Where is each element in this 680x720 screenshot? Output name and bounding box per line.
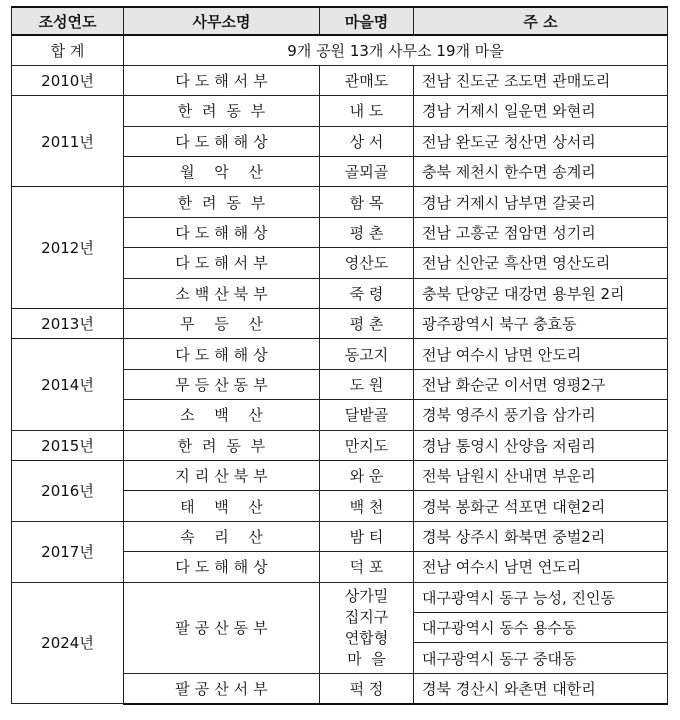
- office-cell: 태 백 산: [124, 491, 320, 521]
- address-cell: 충북 단양군 대강면 용부원 2리: [414, 278, 668, 308]
- header-year: 조성연도: [12, 7, 124, 35]
- address-cell: 전남 고흥군 점암면 성기리: [414, 217, 668, 247]
- office-cell: 다 도 해 해 상: [124, 552, 320, 582]
- table-row: [12, 65, 668, 95]
- table-row: [12, 187, 668, 217]
- total-label: 합 계: [12, 35, 124, 65]
- village-cell: 골뫼골: [320, 157, 414, 187]
- village-cell: 퍽 정: [320, 673, 414, 703]
- village-cell: 백 천: [320, 491, 414, 521]
- year-cell: 2016년: [12, 460, 124, 521]
- village-line: 집지구: [344, 607, 389, 626]
- office-cell: 다 도 해 서 부: [124, 65, 320, 95]
- village-cell: 덕 포: [320, 552, 414, 582]
- office-cell: 지 리 산 북 부: [124, 460, 320, 490]
- header-address: 주 소: [414, 7, 668, 35]
- address-cell: 대구광역시 동수 용수동: [414, 612, 668, 642]
- office-cell: 소 백 산: [124, 400, 320, 430]
- office-cell: 팔 공 산 동 부: [124, 582, 320, 673]
- address-cell: 경남 거제시 일운면 와현리: [414, 96, 668, 126]
- header-office: 사무소명: [124, 7, 320, 35]
- village-table: [11, 6, 668, 705]
- office-cell: 월 악 산: [124, 157, 320, 187]
- table-row: [12, 309, 668, 339]
- office-cell: 다 도 해 해 상: [124, 217, 320, 247]
- total-summary: 9개 공원 13개 사무소 19개 마을: [124, 35, 668, 65]
- office-cell: 무 등 산 동 부: [124, 369, 320, 399]
- year-cell: 2011년: [12, 96, 124, 187]
- header-village: 마을명: [320, 7, 414, 35]
- year-cell: 2015년: [12, 430, 124, 460]
- office-cell: 한 려 동 부: [124, 187, 320, 217]
- village-cell: 영산도: [320, 248, 414, 278]
- address-cell: 전남 여수시 남면 안도리: [414, 339, 668, 369]
- village-cell: 평 촌: [320, 217, 414, 247]
- village-cell: 내 도: [320, 96, 414, 126]
- village-cell: 함 목: [320, 187, 414, 217]
- year-cell: 2017년: [12, 521, 124, 582]
- village-cell: 관매도: [320, 65, 414, 95]
- village-line: 연합형: [344, 628, 389, 647]
- address-cell: 경북 경산시 와촌면 대한리: [414, 673, 668, 703]
- village-cell: 상 서: [320, 126, 414, 156]
- year-cell: 2013년: [12, 309, 124, 339]
- table-row: [12, 339, 668, 369]
- office-cell: 속 리 산: [124, 521, 320, 551]
- village-cell: 죽 령: [320, 278, 414, 308]
- address-cell: 전남 신안군 흑산면 영산도리: [414, 248, 668, 278]
- village-line: 마 을: [347, 649, 386, 668]
- village-line: 상가밀: [344, 586, 389, 605]
- office-cell: 다 도 해 해 상: [124, 126, 320, 156]
- village-cell-multiline: [320, 582, 414, 673]
- table-wrapper: [11, 6, 668, 705]
- office-cell: 다 도 해 해 상: [124, 339, 320, 369]
- village-cell: 달밭골: [320, 400, 414, 430]
- address-cell: 경남 통영시 산양읍 저림리: [414, 430, 668, 460]
- year-cell: 2010년: [12, 65, 124, 95]
- table-row: [12, 430, 668, 460]
- village-cell: 동고지: [320, 339, 414, 369]
- office-cell: 다 도 해 서 부: [124, 248, 320, 278]
- address-cell: 대구광역시 동구 능성, 진인동: [414, 582, 668, 612]
- year-cell: 2012년: [12, 187, 124, 309]
- village-cell: 만지도: [320, 430, 414, 460]
- office-cell: 무 등 산: [124, 309, 320, 339]
- village-cell: 와 운: [320, 460, 414, 490]
- table-row: [12, 521, 668, 551]
- address-cell: 경북 영주시 풍기읍 삼가리: [414, 400, 668, 430]
- village-cell: 평 촌: [320, 309, 414, 339]
- office-cell: 소 백 산 북 부: [124, 278, 320, 308]
- header-row: [12, 7, 668, 35]
- address-cell: 경남 거제시 남부면 갈곶리: [414, 187, 668, 217]
- address-cell: 경북 상주시 화북면 중벌2리: [414, 521, 668, 551]
- village-cell: 밤 티: [320, 521, 414, 551]
- office-cell: 한 려 동 부: [124, 430, 320, 460]
- address-cell: 충북 제천시 한수면 송계리: [414, 157, 668, 187]
- address-cell: 전남 진도군 조도면 관매도리: [414, 65, 668, 95]
- address-cell: 전남 화순군 이서면 영평2구: [414, 369, 668, 399]
- office-cell: 팔 공 산 서 부: [124, 673, 320, 703]
- year-cell: 2014년: [12, 339, 124, 430]
- address-cell: 광주광역시 북구 충효동: [414, 309, 668, 339]
- table-row: [12, 460, 668, 490]
- year-cell: 2024년: [12, 582, 124, 704]
- office-cell: 한 려 동 부: [124, 96, 320, 126]
- table-row: [12, 582, 668, 612]
- address-cell: 경북 봉화군 석포면 대현2리: [414, 491, 668, 521]
- address-cell: 전북 남원시 산내면 부운리: [414, 460, 668, 490]
- table-row: [12, 96, 668, 126]
- total-row: [12, 35, 668, 65]
- address-cell: 대구광역시 동구 중대동: [414, 643, 668, 673]
- village-cell: 도 원: [320, 369, 414, 399]
- address-cell: 전남 여수시 남면 연도리: [414, 552, 668, 582]
- address-cell: 전남 완도군 청산면 상서리: [414, 126, 668, 156]
